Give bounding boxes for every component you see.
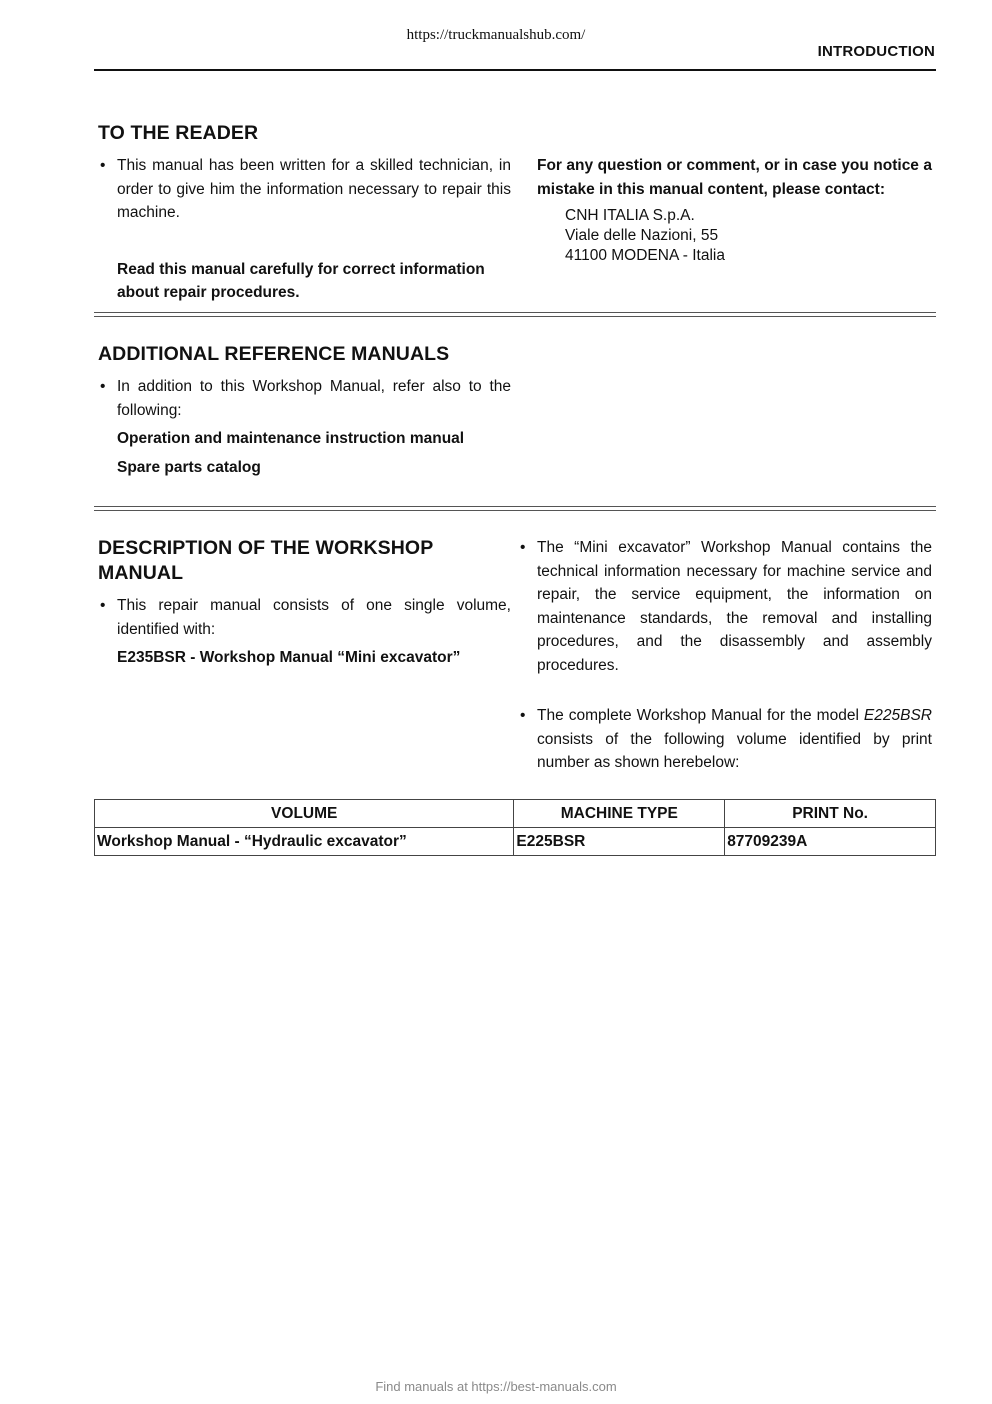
to-the-reader-title: TO THE READER bbox=[98, 122, 259, 144]
footer-link[interactable]: Find manuals at https://best-manuals.com bbox=[375, 1379, 617, 1394]
section-divider bbox=[94, 312, 936, 317]
volume-table bbox=[94, 799, 936, 856]
header-rule bbox=[94, 69, 936, 71]
read-carefully-note: Read this manual carefully for correct information about repair procedures. bbox=[117, 260, 485, 301]
column-header-machine-type: MACHINE TYPE bbox=[514, 800, 725, 828]
section-divider bbox=[94, 506, 936, 511]
section-label: INTRODUCTION bbox=[817, 43, 935, 60]
additional-reference-title: ADDITIONAL REFERENCE MANUALS bbox=[98, 343, 450, 365]
to-the-reader-left bbox=[98, 154, 511, 305]
machine-type-cell: E225BSR bbox=[514, 828, 725, 856]
reference-item: Operation and maintenance instruction manual bbox=[117, 430, 465, 447]
header-url[interactable]: https://truckmanualshub.com/ bbox=[406, 27, 586, 43]
additional-reference-bullet: • In addition to this Workshop Manual, refer also to the following: bbox=[98, 375, 511, 422]
complete-manual-text: The complete Workshop Manual for the model bbox=[537, 707, 864, 724]
workshop-description-right bbox=[518, 536, 932, 775]
contact-company: CNH ITALIA S.p.A. bbox=[565, 207, 695, 224]
contact-address bbox=[537, 206, 932, 266]
table-header-row bbox=[95, 800, 936, 828]
contact-street: Viale delle Nazioni, 55 bbox=[565, 227, 719, 244]
to-the-reader-right bbox=[537, 154, 932, 266]
workshop-description-title: DESCRIPTION OF THE WORKSHOP MANUAL bbox=[98, 537, 433, 584]
to-the-reader-bullet: • This manual has been written for a skilled technician, in order to give him the information necessary to repair this machine. bbox=[98, 154, 511, 225]
complete-manual-text-end: consists of the following volume identified by print number as shown herebelow: bbox=[537, 730, 932, 771]
reference-item: Spare parts catalog bbox=[117, 458, 261, 476]
workshop-contents-bullet: • The “Mini excavator” Workshop Manual contains the technical information necessary for machine service and repair, the service equipment, the information on maintenance standards, the removal and installing procedures, and the disassembly and assembly procedures. bbox=[518, 536, 932, 677]
complete-manual-bullet bbox=[518, 704, 932, 775]
workshop-description-bullet: • This repair manual consists of one single volume, identified with: bbox=[98, 594, 511, 641]
contact-prompt: For any question or comment, or in case you notice a mistake in this manual content, please contact: bbox=[537, 157, 932, 198]
workshop-description-left bbox=[98, 594, 511, 670]
workshop-manual-identifier: E235BSR - Workshop Manual “Mini excavator” bbox=[117, 649, 461, 666]
print-no-cell: 87709239A bbox=[725, 828, 936, 856]
volume-cell: Workshop Manual - “Hydraulic excavator” bbox=[95, 828, 514, 856]
model-name: E225BSR bbox=[863, 707, 932, 724]
additional-reference-body bbox=[98, 375, 511, 479]
table-row bbox=[95, 828, 936, 856]
column-header-print-no: PRINT No. bbox=[725, 800, 936, 828]
contact-city: 41100 MODENA - Italia bbox=[565, 247, 725, 264]
column-header-volume: VOLUME bbox=[95, 800, 514, 828]
